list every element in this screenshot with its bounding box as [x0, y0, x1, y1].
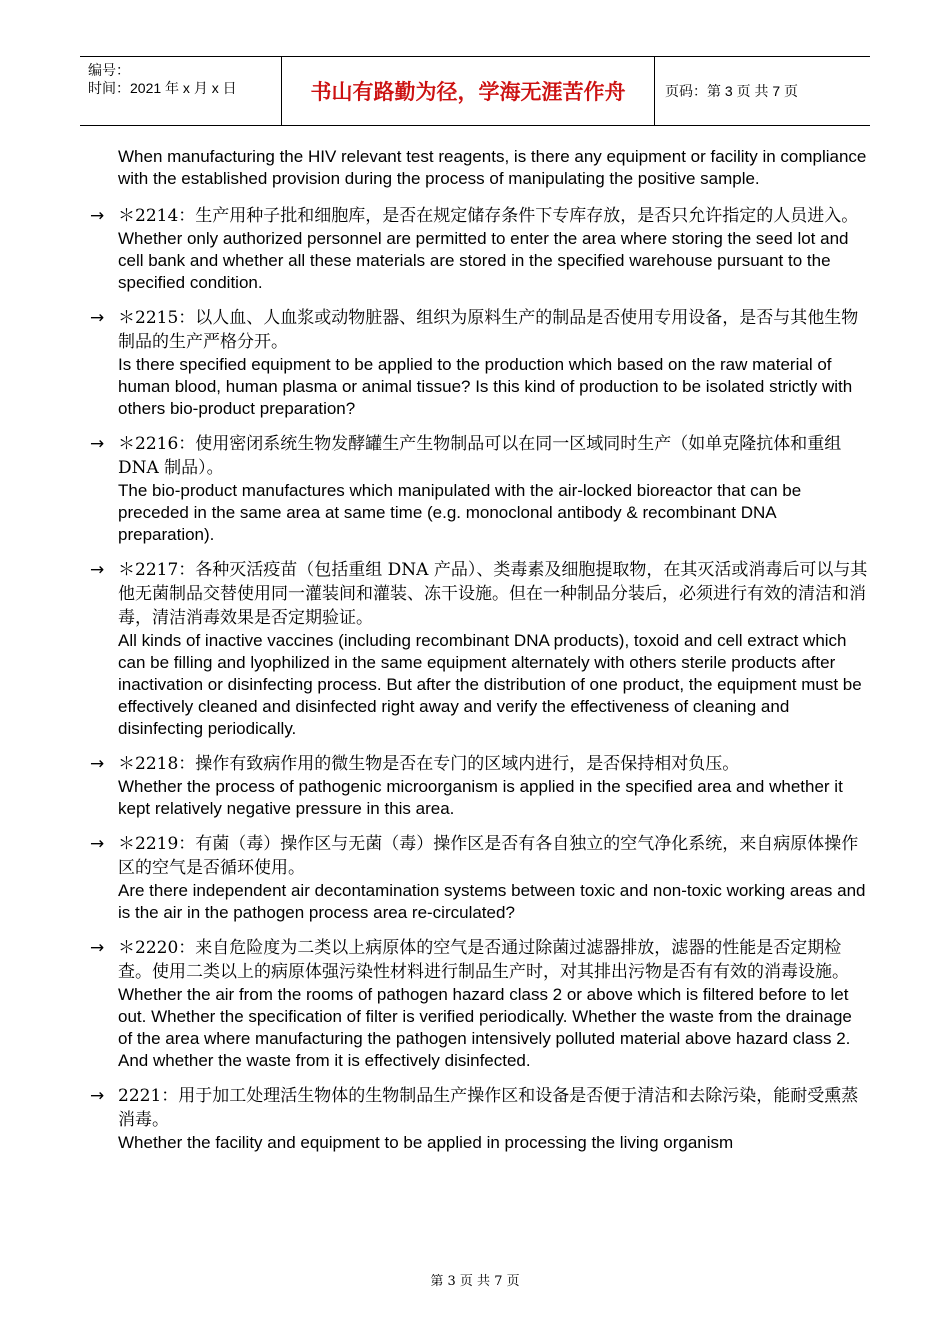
document-body	[90, 146, 870, 1166]
list-item	[90, 432, 870, 546]
document-date-label: 时间：2021 年 x 月 x 日	[88, 80, 237, 96]
header-meta	[80, 57, 281, 125]
item-english-text: Whether the facility and equipment to be applied in processing the living organism	[118, 1133, 734, 1152]
list-item	[90, 936, 870, 1072]
arrow-bullet-icon: →	[90, 206, 105, 226]
item-english-text: All kinds of inactive vaccines (including recombinant DNA products), toxoid and cell extract which can be filling and lyophilized in the same equipment alternately with others sterile products after inactivation or disinfecting process. But after the distribution of one product, the equipment must be effectively cleaned and disinfected right away and verify the effectiveness of cleaning and disinfecting periodically.	[118, 631, 862, 738]
arrow-bullet-icon: →	[90, 434, 105, 454]
list-item	[90, 306, 870, 420]
header-page-number: 页码：第 3 页 共 7 页	[665, 83, 799, 99]
item-english-text: Are there independent air decontamination systems between toxic and non-toxic working areas and is the air in the pathogen process area re-circulated?	[118, 881, 866, 922]
arrow-bullet-icon: →	[90, 834, 105, 854]
arrow-bullet-icon: →	[90, 308, 105, 328]
header-motto: 书山有路勤为径，学海无涯苦作舟	[281, 57, 655, 125]
item-chinese-text: ＊2220：来自危险度为二类以上病原体的空气是否通过除菌过滤器排放，滤器的性能是否定期检查。使用二类以上的病原体强污染性材料进行制品生产时，对其排出污物是否有有效的消毒设施。	[118, 938, 849, 982]
arrow-bullet-icon: →	[90, 938, 105, 958]
list-item	[90, 204, 870, 294]
list-item	[90, 558, 870, 740]
item-english-text: Whether only authorized personnel are permitted to enter the area where storing the seed lot and cell bank and whether all these materials are stored in the specified warehouse pursuant to the specified condition.	[118, 229, 849, 292]
intro-paragraph: When manufacturing the HIV relevant test reagents, is there any equipment or facility in compliance with the established provision during the process of manipulating the positive sample.	[118, 147, 867, 188]
item-chinese-text: ＊2216：使用密闭系统生物发酵罐生产生物制品可以在同一区域同时生产（如单克隆抗体和重组 DNA 制品）。	[118, 434, 842, 478]
item-chinese-text: ＊2214：生产用种子批和细胞库，是否在规定储存条件下专库存放，是否只允许指定的人员进入。	[118, 206, 859, 226]
item-english-text: Whether the air from the rooms of pathogen hazard class 2 or above which is filtered before to let out. Whether the specification of filter is verified periodically. Whether the waste from the drainage of the area where manufacturing the pathogen intensively polluted material above hazard class 2. And whether the waste from it is effectively disinfected.	[118, 985, 852, 1070]
arrow-bullet-icon: →	[90, 1086, 105, 1106]
item-chinese-text: ＊2217：各种灭活疫苗（包括重组 DNA 产品）、类毒素及细胞提取物，在其灭活或消毒后可以与其他无菌制品交替使用同一灌装间和灌装、冻干设施。但在一种制品分装后，必须进行有效的清洁和消毒，清洁消毒效果是否定期验证。	[118, 560, 868, 628]
document-number-label: 编号：	[88, 62, 130, 78]
list-item	[90, 832, 870, 924]
item-english-text: Whether the process of pathogenic microorganism is applied in the specified area and whether it kept relatively negative pressure in this area.	[118, 777, 843, 818]
item-chinese-text: ＊2218：操作有致病作用的微生物是否在专门的区域内进行，是否保持相对负压。	[118, 754, 740, 774]
arrow-bullet-icon: →	[90, 754, 105, 774]
page-header	[80, 56, 870, 126]
list-item	[90, 752, 870, 820]
list-item	[90, 1084, 870, 1154]
item-english-text: The bio-product manufactures which manipulated with the air-locked bioreactor that can be preceded in the same area at same time (e.g. monoclonal antibody & recombinant DNA preparation).	[118, 481, 802, 544]
item-chinese-text: ＊2215：以人血、人血浆或动物脏器、组织为原料生产的制品是否使用专用设备，是否与其他生物制品的生产严格分开。	[118, 308, 859, 352]
item-english-text: Is there specified equipment to be applied to the production which based on the raw material of human blood, human plasma or animal tissue? Is this kind of production to be isolated strictly with others bio-product preparation?	[118, 355, 853, 418]
item-chinese-text: ＊2219：有菌（毒）操作区与无菌（毒）操作区是否有各自独立的空气净化系统，来自病原体操作区的空气是否循环使用。	[118, 834, 859, 878]
item-chinese-text: 2221：用于加工处理活生物体的生物制品生产操作区和设备是否便于清洁和去除污染，能耐受熏蒸消毒。	[118, 1086, 859, 1130]
page-footer: 第 3 页 共 7 页	[430, 1274, 520, 1289]
arrow-bullet-icon: →	[90, 560, 105, 580]
